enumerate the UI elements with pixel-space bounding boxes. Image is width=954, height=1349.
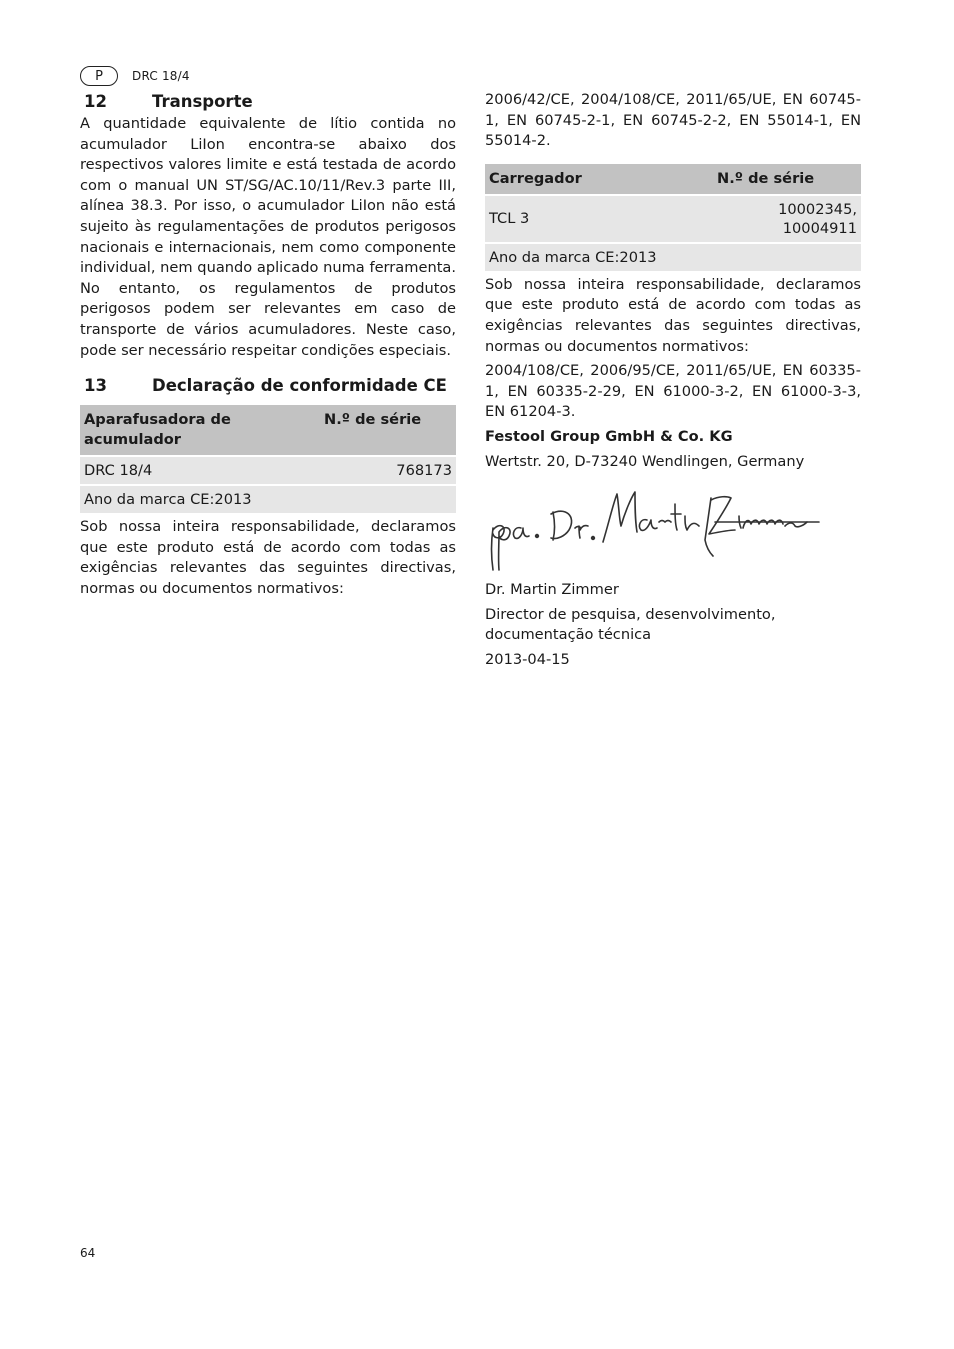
company-name: Festool Group GmbH & Co. KG xyxy=(485,427,733,445)
section-13-heading xyxy=(80,374,456,398)
product-table xyxy=(80,405,456,513)
charger-col-header: Carregador xyxy=(485,164,713,194)
product-serial-cell: 768173 xyxy=(320,455,456,484)
product-name-cell: DRC 18/4 xyxy=(80,455,320,484)
page-header xyxy=(80,66,190,86)
transport-text: A quantidade equivalente de lítio contida no acumulador LiIon encontra-se abaixo dos respectivos valores limite e está testada de acordo com o manual UN ST/SG/AC.10/11/Rev.3 parte III, alínea 38.3. Por isso, o acumulador LiIon não está sujeito às regulamentações de produtos perigosos nacionais e internacionais, nem como componente individual, nem quando aplicado numa ferramenta. No entanto, os regulamentos de produtos perigosos podem ser relevantes em caso de transporte de vários acumuladores. Neste caso, pode ser necessário respeitar condições especiais. xyxy=(80,115,456,359)
declaration-text: Sob nossa inteira responsabilidade, declaramos que este produto está de acordo com todas as exigências relevantes das seguintes directivas, normas ou documentos normativos: xyxy=(80,518,456,597)
charger-table xyxy=(485,164,861,271)
product-ce-year-cell: Ano da marca CE:2013 xyxy=(80,484,456,513)
signatory-position: Director de pesquisa, desenvolvimento, documentação técnica xyxy=(485,605,776,644)
language-badge: P xyxy=(80,66,118,86)
directives-list-1: 2006/42/CE, 2004/108/CE, 2011/65/UE, EN 60745-1, EN 60745-2-1, EN 60745-2-2, EN 55014-1, EN 55014-2. xyxy=(485,91,861,150)
declaration-text-2: Sob nossa inteira responsabilidade, declaramos que este produto está de acordo com todas as exigências relevantes das seguintes directivas, normas ou documentos normativos: xyxy=(485,275,861,355)
left-column xyxy=(80,90,456,600)
product-col-header: Aparafusadora de acumulador xyxy=(80,405,320,455)
charger-serial-col-header: N.º de série xyxy=(713,164,861,194)
page-number: 64 xyxy=(80,1246,96,1260)
company-address: Wertstr. 20, D-73240 Wendlingen, Germany xyxy=(485,452,805,470)
signature xyxy=(485,482,861,578)
charger-serial-cell: 10002345, 10004911 xyxy=(713,194,861,242)
section-12-title: Transporte xyxy=(152,92,253,111)
section-13-number: 13 xyxy=(84,376,107,396)
signatory-name: Dr. Martin Zimmer xyxy=(485,581,619,599)
section-12-number: 12 xyxy=(84,92,107,111)
model-name: DRC 18/4 xyxy=(132,69,190,83)
directives-list-2: 2004/108/CE, 2006/95/CE, 2011/65/UE, EN 60335-1, EN 60335-2-29, EN 61000-3-2, EN 61000-3-3, EN 61204-3. xyxy=(485,362,861,421)
serial-col-header: N.º de série xyxy=(320,405,456,455)
declaration-date: 2013-04-15 xyxy=(485,650,570,668)
section-13-title: Declaração de conformidade CE xyxy=(152,376,447,396)
charger-name-cell: TCL 3 xyxy=(485,194,713,242)
charger-ce-year-cell: Ano da marca CE:2013 xyxy=(485,242,861,271)
right-column xyxy=(485,90,861,671)
signature-image xyxy=(485,482,825,578)
section-12-heading xyxy=(80,90,456,114)
